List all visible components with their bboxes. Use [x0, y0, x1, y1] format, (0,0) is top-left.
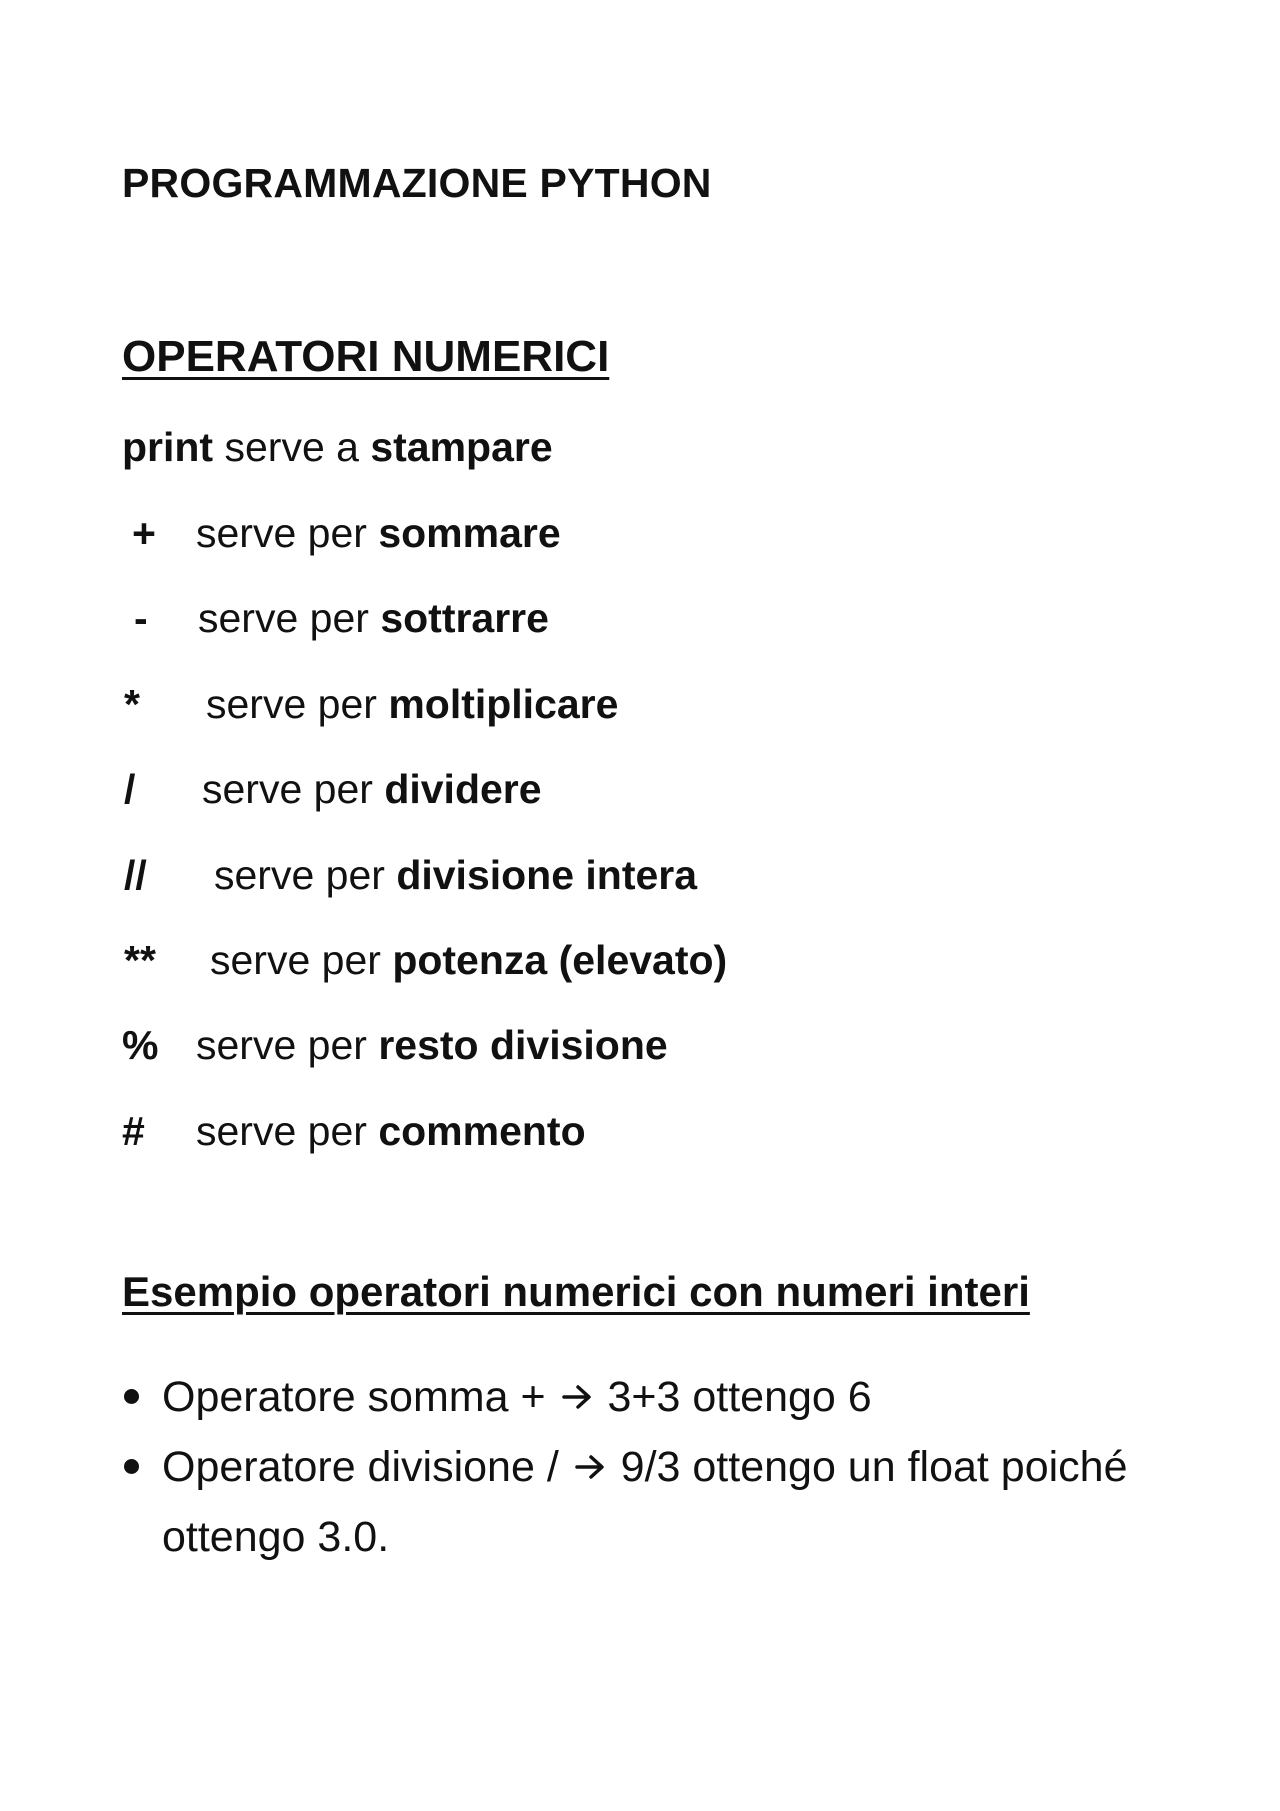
operator-action: resto divisione	[378, 1022, 668, 1068]
print-action: stampare	[370, 424, 553, 470]
operator-description	[198, 595, 549, 642]
operator-symbol: #	[122, 1108, 145, 1154]
operator-action: sommare	[378, 510, 561, 556]
print-keyword: print	[122, 424, 214, 470]
operators-heading: OPERATORI NUMERICI	[122, 332, 610, 381]
arrow-right-icon	[562, 1384, 592, 1410]
operator-symbol: +	[132, 510, 156, 556]
operator-description	[206, 681, 618, 728]
operator-symbol: -	[134, 595, 148, 641]
bullet-icon	[124, 1389, 139, 1404]
example-text: Operatore somma +	[162, 1373, 558, 1421]
operator-action: sottrarre	[380, 595, 549, 641]
operator-description	[196, 510, 561, 557]
bullet-icon	[124, 1459, 139, 1474]
operator-action: commento	[378, 1108, 586, 1154]
operator-action: moltiplicare	[388, 681, 619, 727]
operator-prefix: serve per	[214, 852, 397, 898]
operator-prefix: serve per	[210, 937, 393, 983]
operator-symbol: /	[124, 766, 136, 812]
operator-description	[214, 852, 697, 899]
list-item	[122, 1432, 1182, 1572]
operator-prefix: serve per	[196, 1108, 379, 1154]
operator-symbol: **	[124, 937, 156, 983]
print-middle-text: serve a	[213, 424, 371, 470]
operator-description	[196, 1022, 668, 1069]
operator-prefix: serve per	[206, 681, 389, 727]
operator-prefix: serve per	[196, 1022, 379, 1068]
operator-action: dividere	[384, 766, 542, 812]
operator-symbol: %	[122, 1022, 159, 1068]
operator-action: potenza (elevato)	[392, 937, 728, 983]
example-text: Operatore divisione /	[162, 1443, 571, 1491]
operator-description	[196, 1108, 586, 1155]
operator-description	[210, 937, 727, 984]
list-item	[122, 1362, 1182, 1432]
examples-list	[122, 1362, 1182, 1572]
operator-action: divisione intera	[396, 852, 698, 898]
print-description	[122, 424, 553, 471]
operator-prefix: serve per	[196, 510, 379, 556]
examples-heading: Esempio operatori numerici con numeri interi	[122, 1268, 1030, 1315]
operator-prefix: serve per	[198, 595, 381, 641]
operator-prefix: serve per	[202, 766, 385, 812]
example-result: 3+3 ottengo 6	[595, 1373, 872, 1421]
operator-symbol: *	[124, 681, 140, 727]
operator-description	[202, 766, 542, 813]
document-title: PROGRAMMAZIONE PYTHON	[122, 160, 712, 206]
arrow-right-icon	[575, 1454, 605, 1480]
operator-symbol: //	[124, 852, 147, 898]
example-result: 9/3 ottengo un float poiché ottengo 3.0.	[162, 1443, 1128, 1561]
